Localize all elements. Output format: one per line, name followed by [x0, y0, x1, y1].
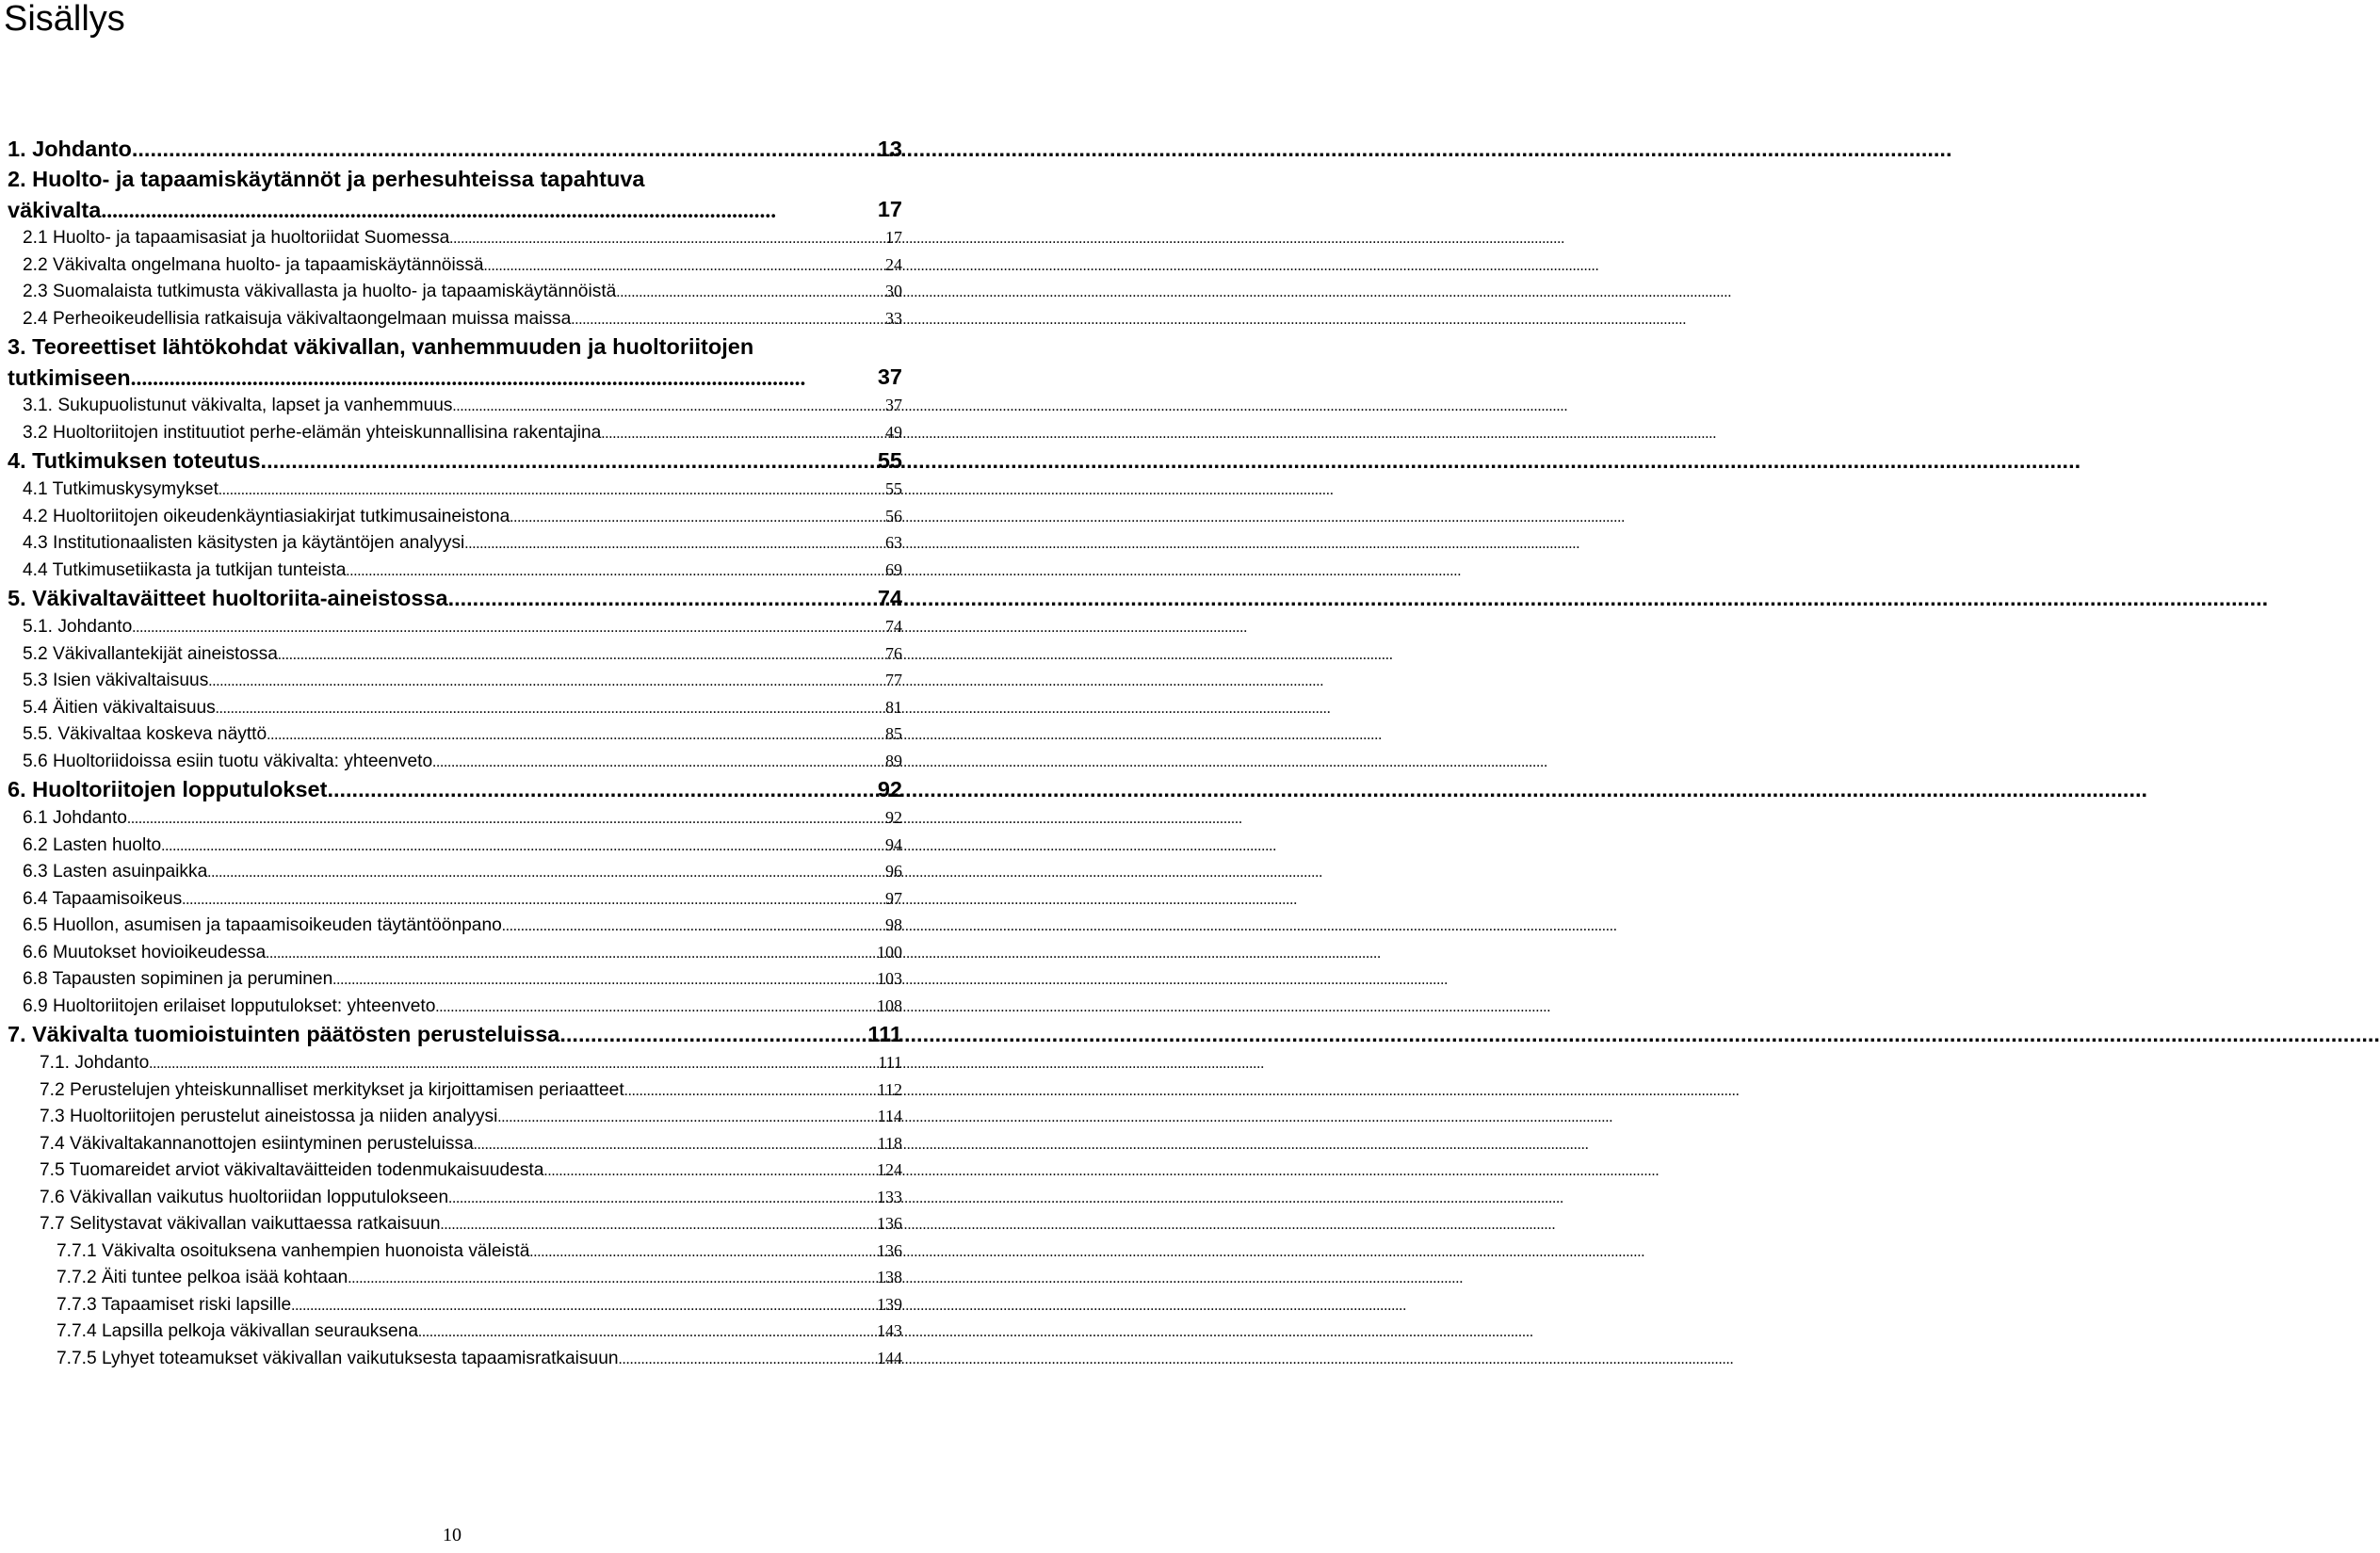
toc-entry-label: 2.3 Suomalaista tutkimusta väkivallasta ja huolto- ja tapaamiskäytännöistä	[23, 282, 617, 301]
toc-entry-label: 7.7 Selitystavat väkivallan vaikuttaessa ratkaisuun	[40, 1214, 441, 1234]
toc-entry-label: 5.6 Huoltoriidoissa esiin tuotu väkivalta: yhteenveto	[23, 751, 433, 771]
dot-leader	[619, 1347, 877, 1374]
toc-entry[interactable]	[8, 1238, 902, 1265]
toc-entry[interactable]	[8, 1184, 902, 1211]
toc-entry[interactable]	[8, 583, 902, 613]
toc-entry-page: 92	[885, 808, 902, 827]
dot-leader	[502, 914, 885, 941]
toc-entry[interactable]	[8, 1318, 902, 1345]
toc-entry[interactable]	[8, 1076, 902, 1104]
toc-entry[interactable]	[8, 529, 902, 557]
toc-entry[interactable]	[8, 134, 902, 164]
dot-leader	[418, 1319, 877, 1347]
toc-entry[interactable]	[8, 392, 902, 419]
dot-leader	[291, 1293, 877, 1320]
dot-leader	[261, 445, 878, 476]
toc-entry-page: 98	[885, 915, 902, 934]
toc-entry-label: 7.7.3 Tapaamiset riski lapsille	[57, 1294, 292, 1315]
toc-entry-label: 6.4 Tapaamisoikeus	[23, 888, 183, 909]
dot-leader	[348, 1266, 877, 1293]
dot-leader	[327, 774, 877, 804]
toc-entry-label: 7.2 Perustelujen yhteiskunnalliset merkitykset ja kirjoittamisen periaatteet	[40, 1079, 624, 1100]
dot-leader	[161, 833, 885, 861]
toc-entry-page: 100	[877, 942, 902, 962]
dot-leader	[448, 583, 878, 613]
toc-entry-label: 7.6 Väkivallan vaikutus huoltoriidan lopputulokseen	[40, 1187, 449, 1207]
dot-leader	[543, 1158, 877, 1186]
toc-entry-page: 55	[877, 448, 902, 473]
toc-entry-page: 136	[877, 1214, 902, 1233]
toc-entry[interactable]	[8, 557, 902, 584]
toc-entry-page: 37	[885, 396, 902, 414]
toc-entry[interactable]	[8, 858, 902, 885]
dot-leader	[127, 806, 885, 833]
dot-leader	[616, 280, 885, 307]
toc-entry[interactable]	[8, 476, 902, 503]
toc-entry[interactable]	[8, 832, 902, 859]
dot-leader	[449, 226, 885, 253]
dot-leader	[510, 505, 885, 532]
toc-entry-page: 114	[877, 1107, 902, 1125]
toc-entry[interactable]	[8, 1345, 902, 1372]
toc-entry-page: 92	[877, 777, 902, 801]
toc-entry-label: 7.5 Tuomareidet arviot väkivaltaväitteiden todenmukaisuudesta	[40, 1160, 544, 1180]
toc-entry-page: 136	[877, 1240, 902, 1260]
dot-leader	[571, 307, 885, 334]
dot-leader	[267, 722, 885, 750]
toc-entry[interactable]	[8, 1210, 902, 1238]
toc-entry-label: 2.1 Huolto- ja tapaamisasiat ja huoltoriidat Suomessa	[23, 228, 450, 248]
toc-entry[interactable]	[8, 1157, 902, 1184]
toc-entry-label: 7.7.2 Äiti tuntee pelkoa isää kohtaan	[57, 1268, 348, 1287]
toc-entry-page: 111	[878, 1053, 902, 1072]
toc-entry[interactable]	[8, 804, 902, 832]
dot-leader	[529, 1239, 877, 1267]
toc-entry-label: 3.1. Sukupuolistunut väkivalta, lapset ja vanhemmuus	[23, 396, 453, 415]
toc-entry[interactable]	[8, 419, 902, 446]
dot-leader	[624, 1078, 878, 1106]
toc-entry-label: 6.6 Muutokset hovioikeudessa	[23, 942, 267, 963]
toc-entry[interactable]	[8, 164, 902, 224]
toc-entry-page: 30	[885, 282, 902, 300]
dot-leader	[219, 477, 885, 505]
toc-entry-page: 97	[885, 888, 902, 908]
toc-entry-label: 3.2 Huoltoriitojen instituutiot perhe-elämän yhteiskunnallisina rakentajina	[23, 422, 602, 443]
toc-entry-label: 5.1. Johdanto	[23, 617, 133, 637]
toc-entry-page: 37	[876, 362, 902, 392]
toc-entry-page: 74	[877, 586, 902, 610]
toc-entry-label: 3. Teoreettiset lähtökohdat väkivallan, vanhemmuuden ja huoltoriitojen tutkimiseen	[8, 334, 754, 390]
dot-leader-inline: ..........................................................................................................................	[101, 199, 777, 223]
toc-entry-label: 2.4 Perheoikeudellisia ratkaisuja väkivaltaongelmaan muissa maissa	[23, 308, 572, 329]
toc-entry-page: 56	[885, 506, 902, 526]
toc-entry[interactable]	[8, 1130, 902, 1157]
toc-entry-page: 17	[876, 194, 902, 224]
toc-entry[interactable]	[8, 774, 902, 804]
toc-entry-label: 7.4 Väkivaltakannanottojen esiintyminen perusteluissa	[40, 1133, 474, 1154]
toc-entry-page: 76	[885, 643, 902, 663]
toc-entry-label: 7.3 Huoltoriitojen perustelut aineistossa ja niiden analyysi	[40, 1107, 498, 1126]
toc-entry-label: 6. Huoltoriitojen lopputulokset	[8, 777, 328, 801]
toc-entry-page: 103	[877, 969, 902, 988]
toc-entry[interactable]	[8, 965, 902, 993]
toc-entry[interactable]	[8, 993, 902, 1020]
toc-entry[interactable]	[8, 278, 902, 305]
toc-entry-page: 89	[885, 751, 902, 770]
toc-entry-page: 138	[877, 1268, 902, 1286]
toc-entry-label: 7.7.5 Lyhyet toteamukset väkivallan vaikutuksesta tapaamisratkaisuun	[57, 1348, 619, 1368]
toc-entry-label: 2.2 Väkivalta ongelmana huolto- ja tapaamiskäytännöissä	[23, 254, 484, 275]
dot-leader	[149, 1051, 878, 1078]
toc-entry[interactable]	[8, 694, 902, 721]
dot-leader	[432, 750, 885, 777]
toc-entry-page: 69	[885, 559, 902, 579]
toc-entry-label: 5. Väkivaltaväitteet huoltoriita-aineistossa	[8, 586, 448, 610]
toc-entry-label: 6.9 Huoltoriitojen erilaiset lopputulokset: yhteenveto	[23, 995, 436, 1016]
dot-leader	[441, 1212, 877, 1239]
toc-entry-page: 55	[885, 479, 902, 498]
toc-entry-label: 5.5. Väkivaltaa koskeva näyttö	[23, 724, 267, 744]
toc-entry[interactable]	[8, 1049, 902, 1076]
toc-entry-label: 6.2 Lasten huolto	[23, 834, 162, 855]
dot-leader	[448, 1186, 877, 1213]
dot-leader	[464, 531, 885, 558]
dot-leader	[208, 669, 885, 696]
dot-leader	[207, 860, 885, 887]
toc-entry-label: 4.2 Huoltoriitojen oikeudenkäyntiasiakirjat tutkimusaineistona	[23, 506, 510, 526]
toc-entry-page: 118	[877, 1133, 902, 1153]
dot-leader-inline: ..........................................................................................................................	[130, 366, 806, 391]
toc-entry-label: 4.3 Institutionaalisten käsitysten ja käytäntöjen analyysi	[23, 533, 465, 553]
toc-entry[interactable]	[8, 748, 902, 775]
toc-entry-label: 4.4 Tutkimusetiikasta ja tutkijan tunteista	[23, 559, 347, 580]
dot-leader	[484, 253, 885, 281]
dot-leader	[216, 696, 885, 723]
toc-entry-page: 13	[877, 137, 902, 161]
toc-entry-label: 4. Tutkimuksen toteutus	[8, 448, 261, 473]
toc-entry[interactable]	[8, 1264, 902, 1291]
toc-entry-page: 108	[877, 995, 902, 1015]
toc-entry-label: 6.8 Tapausten sopiminen ja peruminen	[23, 969, 333, 989]
toc-entry-page: 33	[885, 308, 902, 328]
toc-entry-page: 74	[885, 617, 902, 636]
toc-entry[interactable]	[8, 251, 902, 279]
toc-entry[interactable]	[8, 912, 902, 939]
toc-entry-label: 6.1 Johdanto	[23, 808, 127, 828]
dot-leader	[497, 1105, 877, 1132]
toc-entry[interactable]	[8, 667, 902, 694]
toc-entry-page: 17	[885, 228, 902, 247]
toc-entry[interactable]	[8, 885, 902, 913]
toc-entry[interactable]	[8, 1019, 902, 1049]
dot-leader	[132, 134, 878, 164]
toc-entry[interactable]	[8, 1291, 902, 1318]
toc-entry[interactable]	[8, 613, 902, 640]
toc-entry-label: 5.4 Äitien väkivaltaisuus	[23, 697, 216, 718]
toc-entry-label: 5.2 Väkivallantekijät aineistossa	[23, 643, 278, 664]
toc-entry-label: 7.1. Johdanto	[40, 1053, 150, 1073]
dot-leader	[278, 642, 885, 670]
toc-entry-page: 111	[867, 1022, 902, 1046]
toc-entry-page: 77	[885, 671, 902, 689]
page-title: Sisällys	[4, 0, 125, 39]
toc-entry-page: 85	[885, 724, 902, 743]
toc-entry-page: 24	[885, 254, 902, 274]
toc-entry-page: 94	[885, 834, 902, 854]
dot-leader	[474, 1132, 878, 1159]
dot-leader	[332, 967, 877, 995]
toc-entry-label: 6.3 Lasten asuinpaikka	[23, 862, 208, 882]
toc-entry-label: 7. Väkivalta tuomioistuinten päätösten perusteluissa	[8, 1022, 560, 1046]
toc-entry-label: 4.1 Tutkimuskysymykset	[23, 479, 219, 499]
toc-entry-page: 112	[877, 1079, 902, 1099]
toc-entry-page: 81	[885, 697, 902, 717]
toc-entry[interactable]	[8, 640, 902, 668]
toc-entry[interactable]	[8, 305, 902, 332]
dot-leader	[346, 558, 885, 586]
dot-leader	[559, 1019, 867, 1049]
toc-entry-page: 96	[885, 862, 902, 881]
dot-leader	[453, 394, 886, 421]
toc-entry-page: 139	[877, 1294, 902, 1314]
toc-entry[interactable]	[8, 503, 902, 530]
toc-entry[interactable]	[8, 332, 902, 392]
dot-leader	[182, 887, 885, 914]
toc-entry[interactable]	[8, 224, 902, 251]
toc-entry[interactable]	[8, 445, 902, 476]
toc-entry[interactable]	[8, 720, 902, 748]
toc-entry[interactable]	[8, 939, 902, 966]
toc-entry-page: 124	[877, 1160, 902, 1179]
dot-leader	[132, 615, 885, 642]
table-of-contents	[8, 134, 902, 1371]
toc-entry-page: 143	[877, 1321, 902, 1340]
toc-entry-page: 133	[877, 1187, 902, 1206]
toc-entry-page: 144	[877, 1348, 902, 1367]
toc-entry-page: 63	[885, 533, 902, 552]
page-number: 10	[443, 1525, 461, 1545]
toc-entry[interactable]	[8, 1103, 902, 1130]
toc-entry-label: 5.3 Isien väkivaltaisuus	[23, 671, 209, 690]
dot-leader	[266, 941, 877, 968]
dot-leader	[601, 421, 885, 448]
dot-leader	[435, 995, 877, 1022]
toc-entry-label: 7.7.4 Lapsilla pelkoja väkivallan seurauksena	[57, 1321, 418, 1341]
toc-entry-label: 2. Huolto- ja tapaamiskäytännöt ja perhesuhteissa tapahtuva väkivalta	[8, 167, 645, 222]
toc-entry-page: 49	[885, 422, 902, 442]
toc-entry-label: 1. Johdanto	[8, 137, 132, 161]
toc-entry-label: 7.7.1 Väkivalta osoituksena vanhempien huonoista väleistä	[57, 1240, 530, 1261]
toc-entry-label: 6.5 Huollon, asumisen ja tapaamisoikeuden täytäntöönpano	[23, 915, 502, 935]
